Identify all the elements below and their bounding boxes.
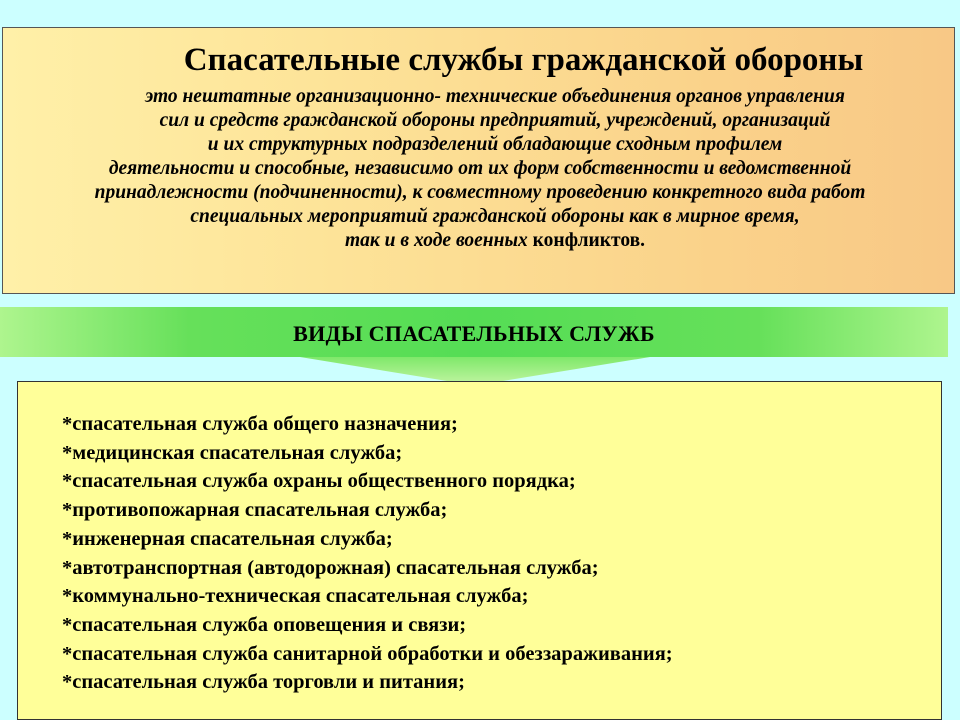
definition-line: сил и средств гражданской обороны предприятий, учреждений, организаций (159, 110, 831, 131)
definition-last-plain: конфликтов. (532, 230, 645, 251)
page-title: Спасательные службы гражданской обороны (183, 42, 864, 78)
services-box (17, 381, 942, 720)
definition-last-italic: так и в ходе военных (345, 230, 533, 251)
list-item: *медицинская спасательная служба; (62, 441, 403, 464)
definition-line: это нештатные организационно- технические объединения органов управления (145, 86, 845, 107)
list-item: *спасательная служба общего назначения; (62, 413, 458, 435)
section-title: ВИДЫ СПАСАТЕЛЬНЫХ СЛУЖБ (293, 321, 655, 346)
list-item: *инженерная спасательная служба; (62, 527, 393, 550)
list-item: *спасательная служба охраны общественного порядка; (62, 470, 576, 493)
list-item: *коммунально-техническая спасательная служба; (62, 585, 529, 608)
definition-box (2, 27, 955, 294)
definition-line: деятельности и способные, независимо от их форм собственности и ведомственной (108, 158, 852, 179)
definition-text (2, 85, 955, 253)
definition-line: принадлежности (подчиненности), к совместному проведению конкретного вида работ (94, 182, 866, 203)
definition-line: и их структурных подразделений обладающие сходным профилем (207, 134, 783, 155)
list-item: *спасательная служба санитарной обработки и обеззараживания; (62, 642, 673, 665)
list-item: *спасательная служба торговли и питания; (62, 671, 465, 694)
down-arrow-shape (300, 357, 650, 381)
services-list (62, 410, 673, 697)
definition-line: специальных мероприятий гражданской обороны как в мирное время, (190, 206, 800, 227)
list-item: *противопожарная спасательная служба; (62, 499, 448, 522)
definition-line-last (2, 229, 955, 253)
list-item: *спасательная служба оповещения и связи; (62, 613, 467, 636)
list-item: *автотранспортная (автодорожная) спасательная служба; (62, 556, 599, 579)
